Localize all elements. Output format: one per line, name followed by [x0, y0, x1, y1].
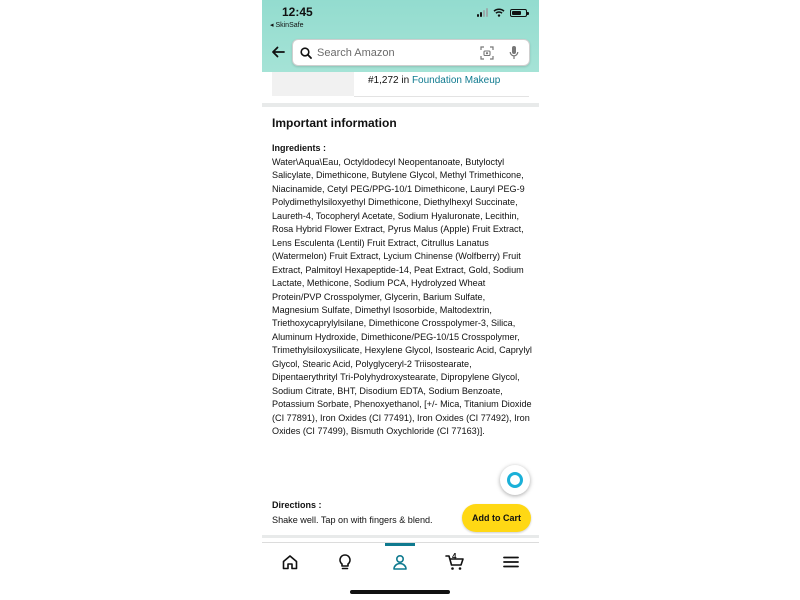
camera-scan-icon[interactable] [480, 46, 494, 60]
search-input[interactable]: Search Amazon [317, 47, 395, 59]
alexa-icon [507, 472, 523, 488]
signal-icon [477, 8, 488, 17]
rank-text: #1,272 in Foundation Makeup [368, 75, 501, 86]
rank-thumbnail [272, 72, 354, 96]
status-time: 12:45 [282, 5, 313, 19]
app-header [262, 0, 539, 72]
section-divider [262, 535, 539, 538]
directions-text: Shake well. Tap on with fingers & blend. [272, 515, 433, 525]
account-icon[interactable] [391, 553, 409, 571]
divider [354, 96, 529, 97]
status-icons [477, 8, 527, 17]
menu-icon[interactable] [502, 553, 520, 571]
alexa-button[interactable] [500, 465, 530, 495]
home-indicator [350, 590, 450, 594]
battery-icon [510, 9, 527, 17]
add-to-cart-button[interactable]: Add to Cart [462, 504, 531, 532]
category-link[interactable]: Foundation Makeup [411, 75, 501, 86]
lightbulb-icon[interactable] [336, 553, 354, 571]
section-title: Important information [272, 116, 397, 130]
section-divider [262, 103, 539, 107]
search-bar[interactable] [292, 39, 530, 66]
microphone-icon[interactable] [509, 45, 519, 61]
ingredients-text: Water\Aqua\Eau, Octyldodecyl Neopentanoate, Butyloctyl Salicylate, Dimethicone, Butylene Glycol, Methyl Trimethicone, Niacinamide, Cetyl PEG/PPG-10/1 Dimethicone, Lauryl PEG-9 Polydimethylsiloxyethyl Dimethicone, Diethylhexyl Succinate, Laureth-4, Tocopheryl Acetate, Sodium Hyaluronate, Lecithin, Rosa Hybrid Flower Extract, Pyrus Malus (Apple) Fruit Extract, Lens Esculenta (Lentil) Fruit Extract, Citrullus Lanatus (Watermelon) Fruit Extract, Lycium Chinense (Wolfberry) Fruit Extract, Palmitoyl Hexapeptide-14, Peat Extract, Gold, Sodium Lactate, Methicone, Sodium PCA, Hydrolyzed Wheat Protein/PVP Crosspolymer, Glycerin, Barium Sulfate, Magnesium Sulfate, Dimethyl Isosorbide, Maltodextrin, Triethoxycaprylylsilane, Dimethicone Crosspolymer-3, Silica, Aluminum Hydroxide, Dimethicone/PEG-10/15 Crosspolymer, Trimethylsiloxysilicate, Hexylene Glycol, Isostearic Acid, Caprylyl Glycol, Stearic Acid, Polyglyceryl-2 Triisostearate, Dipentaerythrityl Tri-Polyhydroxystearate, Dipropylene Glycol, Sodium Citrate, BHT, Disodium EDTA, Sodium Benzoate, Potassium Sorbate, Phenoxyethanol, [+/- Mica, Titanium Dioxide (CI 77891), Iron Oxides (CI 77491), Iron Oxides (CI 77492), Iron Oxides (CI 77499), Bismuth Oxychloride (CI 77163)]. [272, 157, 532, 437]
back-arrow-icon[interactable] [270, 44, 286, 60]
home-icon[interactable] [281, 553, 299, 571]
best-sellers-rank [262, 72, 539, 104]
back-to-app-link[interactable]: ◂ SkinSafe [270, 22, 304, 29]
phone-screen [262, 0, 539, 600]
ingredients-label: Ingredients : [272, 143, 327, 153]
directions-label: Directions : [272, 500, 322, 510]
wifi-icon [493, 8, 505, 17]
search-icon [300, 47, 312, 59]
cart-count-badge: 4 [452, 552, 457, 561]
active-tab-indicator [385, 543, 415, 546]
